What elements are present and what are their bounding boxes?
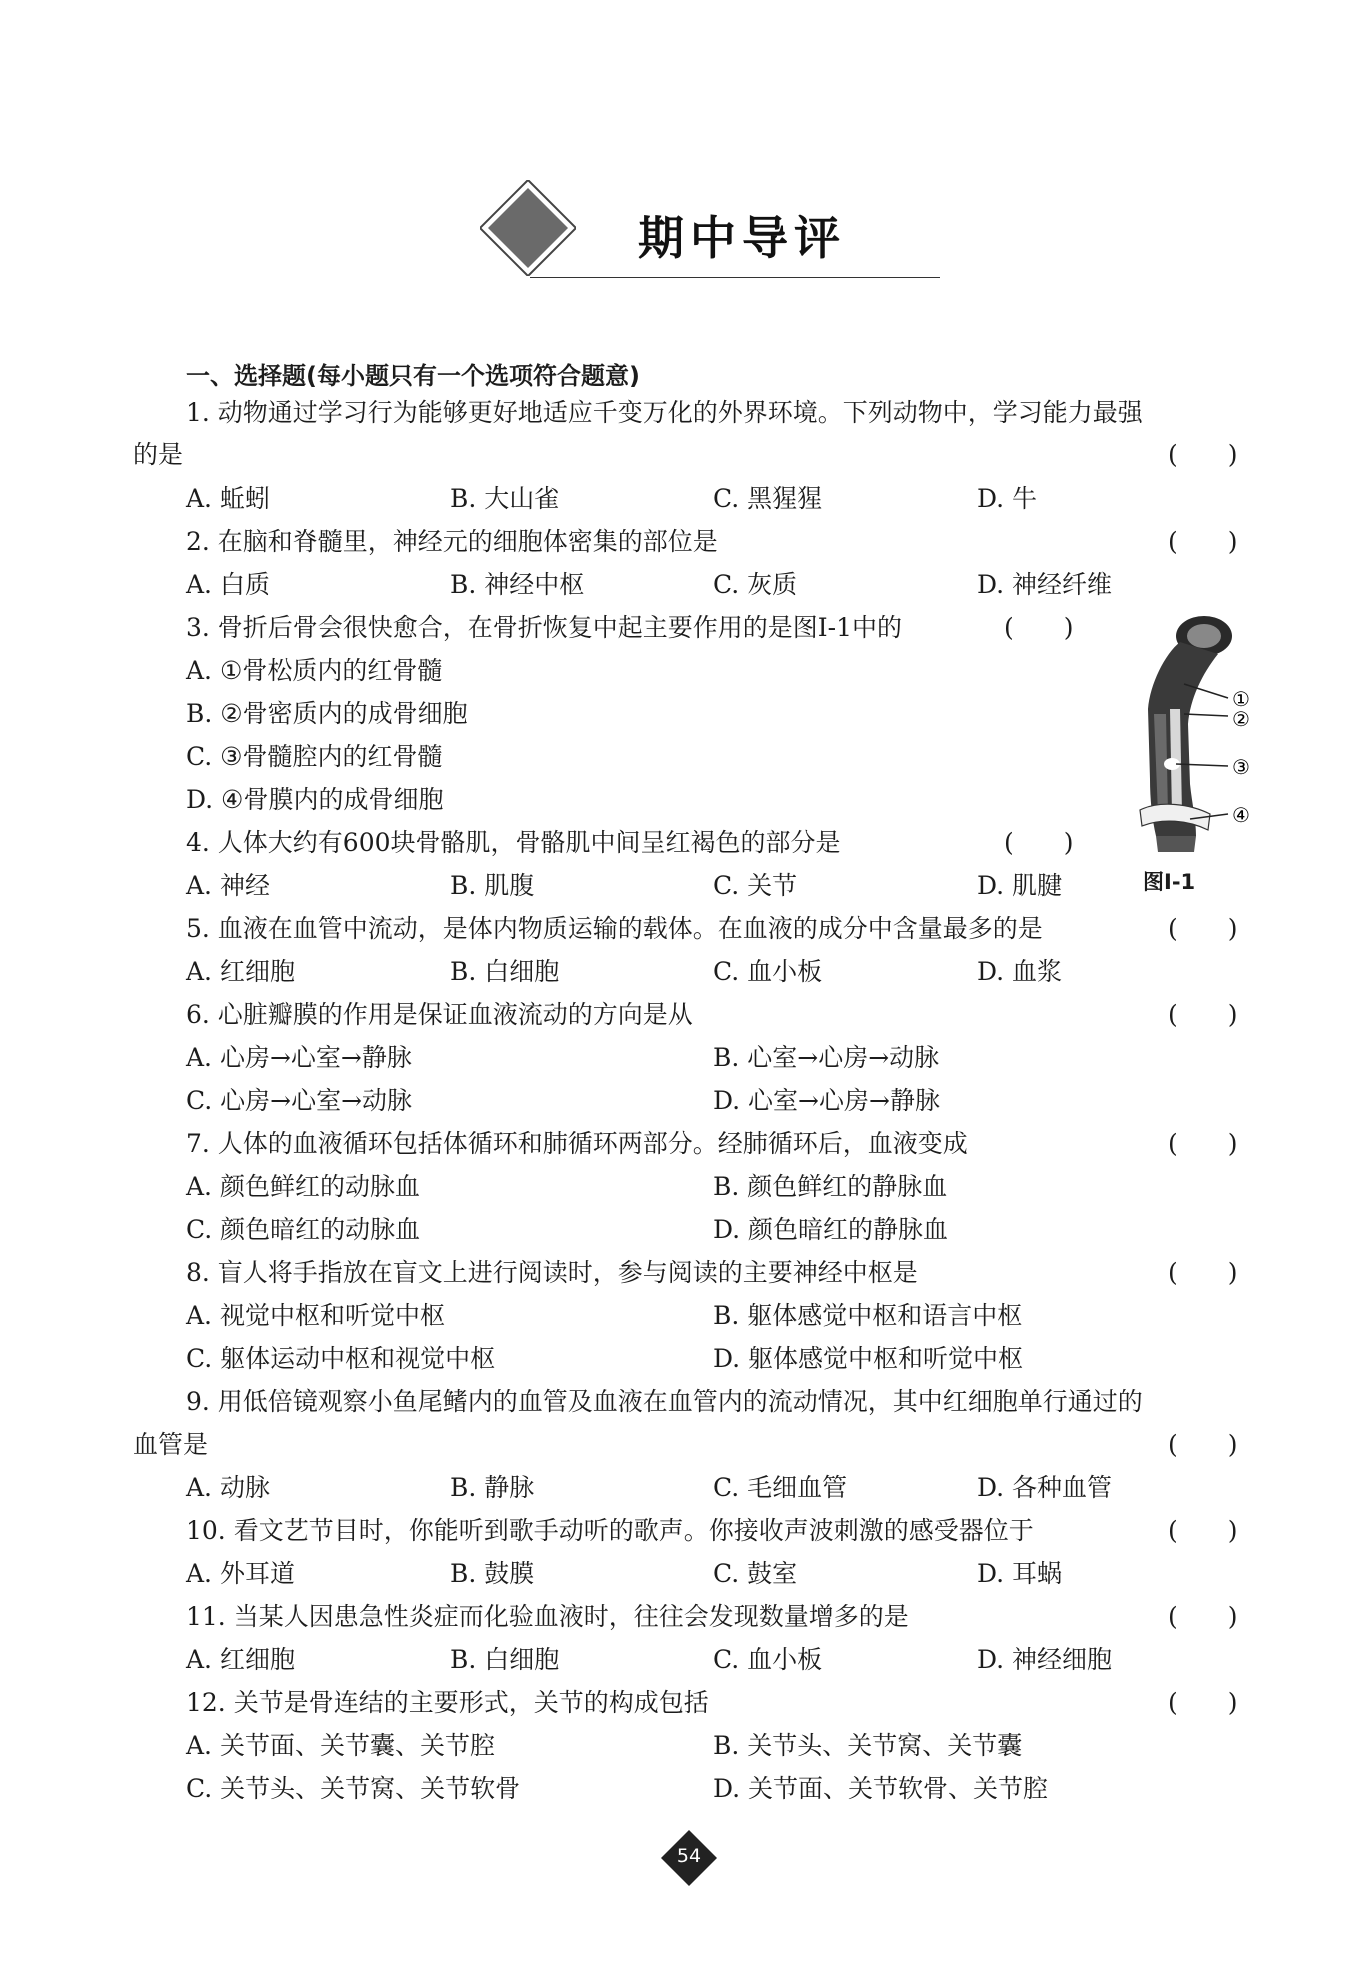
question-7-option-b: B. 颜色鲜红的静脉血	[713, 1172, 948, 1201]
answer-blank-5: ( )	[1168, 914, 1238, 943]
diamond-icon	[480, 180, 576, 276]
page-number-badge	[661, 1830, 717, 1886]
question-8-option-a: A. 视觉中枢和听觉中枢	[186, 1301, 445, 1330]
question-2-option-a: A. 白质	[186, 570, 270, 599]
question-7-option-a: A. 颜色鲜红的动脉血	[186, 1172, 420, 1201]
question-11-stem: 11. 当某人因患急性炎症而化验血液时，往往会发现数量增多的是	[186, 1602, 909, 1631]
question-8-option-d: D. 躯体感觉中枢和听觉中枢	[713, 1344, 1024, 1373]
question-2-option-d: D. 神经纤维	[977, 570, 1113, 599]
answer-blank-6: ( )	[1168, 1000, 1238, 1029]
question-12-option-a: A. 关节面、关节囊、关节腔	[186, 1731, 495, 1760]
question-4-option-d: D. 肌腱	[977, 871, 1063, 900]
question-12-option-c: C. 关节头、关节窝、关节软骨	[186, 1774, 521, 1803]
question-3-option-d: D. ④骨膜内的成骨细胞	[186, 785, 444, 814]
answer-blank-3: ( )	[1004, 613, 1074, 642]
question-4-option-c: C. 关节	[713, 871, 798, 900]
question-10-option-d: D. 耳蜗	[977, 1559, 1063, 1588]
question-4-option-a: A. 神经	[186, 871, 270, 900]
question-6-option-d: D. 心室→心房→静脉	[713, 1086, 940, 1115]
question-8-stem: 8. 盲人将手指放在盲文上进行阅读时，参与阅读的主要神经中枢是	[186, 1258, 918, 1287]
question-3-stem: 3. 骨折后骨会很快愈合，在骨折恢复中起主要作用的是图Ⅰ-1中的	[186, 613, 903, 642]
question-1-option-b: B. 大山雀	[450, 484, 560, 513]
answer-blank-10: ( )	[1168, 1516, 1238, 1545]
question-11-option-d: D. 神经细胞	[977, 1645, 1113, 1674]
figure-label-2: ②	[1232, 707, 1250, 731]
question-1-option-a: A. 蚯蚓	[186, 484, 270, 513]
section-heading: 一、选择题(每小题只有一个选项符合题意)	[186, 362, 640, 390]
bone-figure	[1110, 614, 1260, 854]
question-1-option-c: C. 黑猩猩	[713, 484, 823, 513]
answer-blank-12: ( )	[1168, 1688, 1238, 1717]
page-number: 54	[676, 1845, 702, 1867]
figure-label-4: ④	[1232, 803, 1250, 827]
question-3-option-b: B. ②骨密质内的成骨细胞	[186, 699, 468, 728]
question-4-stem: 4. 人体大约有600块骨骼肌，骨骼肌中间呈红褐色的部分是	[186, 828, 841, 857]
question-1-option-d: D. 牛	[977, 484, 1038, 513]
answer-blank-4: ( )	[1004, 828, 1074, 857]
answer-blank-7: ( )	[1168, 1129, 1238, 1158]
question-1-stem: 1. 动物通过学习行为能够更好地适应千变万化的外界环境。下列动物中，学习能力最强	[186, 398, 1143, 427]
question-5-option-c: C. 血小板	[713, 957, 823, 986]
question-5-option-b: B. 白细胞	[450, 957, 560, 986]
question-6-option-b: B. 心室→心房→动脉	[713, 1043, 940, 1072]
question-6-option-c: C. 心房→心室→动脉	[186, 1086, 413, 1115]
question-12-option-d: D. 关节面、关节软骨、关节腔	[713, 1774, 1049, 1803]
question-9-stem-cont: 血管是	[133, 1430, 209, 1459]
question-2-stem: 2. 在脑和脊髓里，神经元的细胞体密集的部位是	[186, 527, 718, 556]
question-11-option-b: B. 白细胞	[450, 1645, 560, 1674]
question-2-option-c: C. 灰质	[713, 570, 798, 599]
question-8-option-b: B. 躯体感觉中枢和语言中枢	[713, 1301, 1023, 1330]
question-10-option-c: C. 鼓室	[713, 1559, 798, 1588]
question-7-stem: 7. 人体的血液循环包括体循环和肺循环两部分。经肺循环后，血液变成	[186, 1129, 968, 1158]
question-5-option-d: D. 血浆	[977, 957, 1063, 986]
figure-label-3: ③	[1232, 755, 1250, 779]
answer-blank-8: ( )	[1168, 1258, 1238, 1287]
answer-blank-1: ( )	[1168, 440, 1238, 469]
question-12-option-b: B. 关节头、关节窝、关节囊	[713, 1731, 1023, 1760]
answer-blank-11: ( )	[1168, 1602, 1238, 1631]
question-9-option-d: D. 各种血管	[977, 1473, 1113, 1502]
question-7-option-d: D. 颜色暗红的静脉血	[713, 1215, 949, 1244]
question-1-stem-cont: 的是	[133, 440, 184, 469]
question-8-option-c: C. 躯体运动中枢和视觉中枢	[186, 1344, 496, 1373]
title-underline	[530, 277, 940, 278]
question-2-option-b: B. 神经中枢	[450, 570, 585, 599]
question-3-option-c: C. ③骨髓腔内的红骨髓	[186, 742, 443, 771]
question-7-option-c: C. 颜色暗红的动脉血	[186, 1215, 421, 1244]
question-10-option-a: A. 外耳道	[186, 1559, 295, 1588]
question-10-stem: 10. 看文艺节目时，你能听到歌手动听的歌声。你接收声波刺激的感受器位于	[186, 1516, 1034, 1545]
page-title: 期中导评	[638, 211, 846, 265]
question-3-option-a: A. ①骨松质内的红骨髓	[186, 656, 443, 685]
question-9-option-a: A. 动脉	[186, 1473, 270, 1502]
question-4-option-b: B. 肌腹	[450, 871, 535, 900]
femur-illustration	[1140, 616, 1232, 852]
question-11-option-a: A. 红细胞	[186, 1645, 295, 1674]
question-12-stem: 12. 关节是骨连结的主要形式，关节的构成包括	[186, 1688, 709, 1717]
question-9-option-c: C. 毛细血管	[713, 1473, 848, 1502]
question-5-stem: 5. 血液在血管中流动，是体内物质运输的载体。在血液的成分中含量最多的是	[186, 914, 1043, 943]
answer-blank-9: ( )	[1168, 1430, 1238, 1459]
question-9-option-b: B. 静脉	[450, 1473, 535, 1502]
figure-label-1: ①	[1232, 687, 1250, 711]
question-6-stem: 6. 心脏瓣膜的作用是保证血液流动的方向是从	[186, 1000, 693, 1029]
answer-blank-2: ( )	[1168, 527, 1238, 556]
question-9-stem: 9. 用低倍镜观察小鱼尾鳍内的血管及血液在血管内的流动情况，其中红细胞单行通过的	[186, 1387, 1143, 1416]
question-11-option-c: C. 血小板	[713, 1645, 823, 1674]
question-10-option-b: B. 鼓膜	[450, 1559, 535, 1588]
question-5-option-a: A. 红细胞	[186, 957, 295, 986]
title-block	[480, 180, 960, 290]
question-6-option-a: A. 心房→心室→静脉	[186, 1043, 412, 1072]
figure-caption: 图Ⅰ-1	[1143, 870, 1196, 894]
